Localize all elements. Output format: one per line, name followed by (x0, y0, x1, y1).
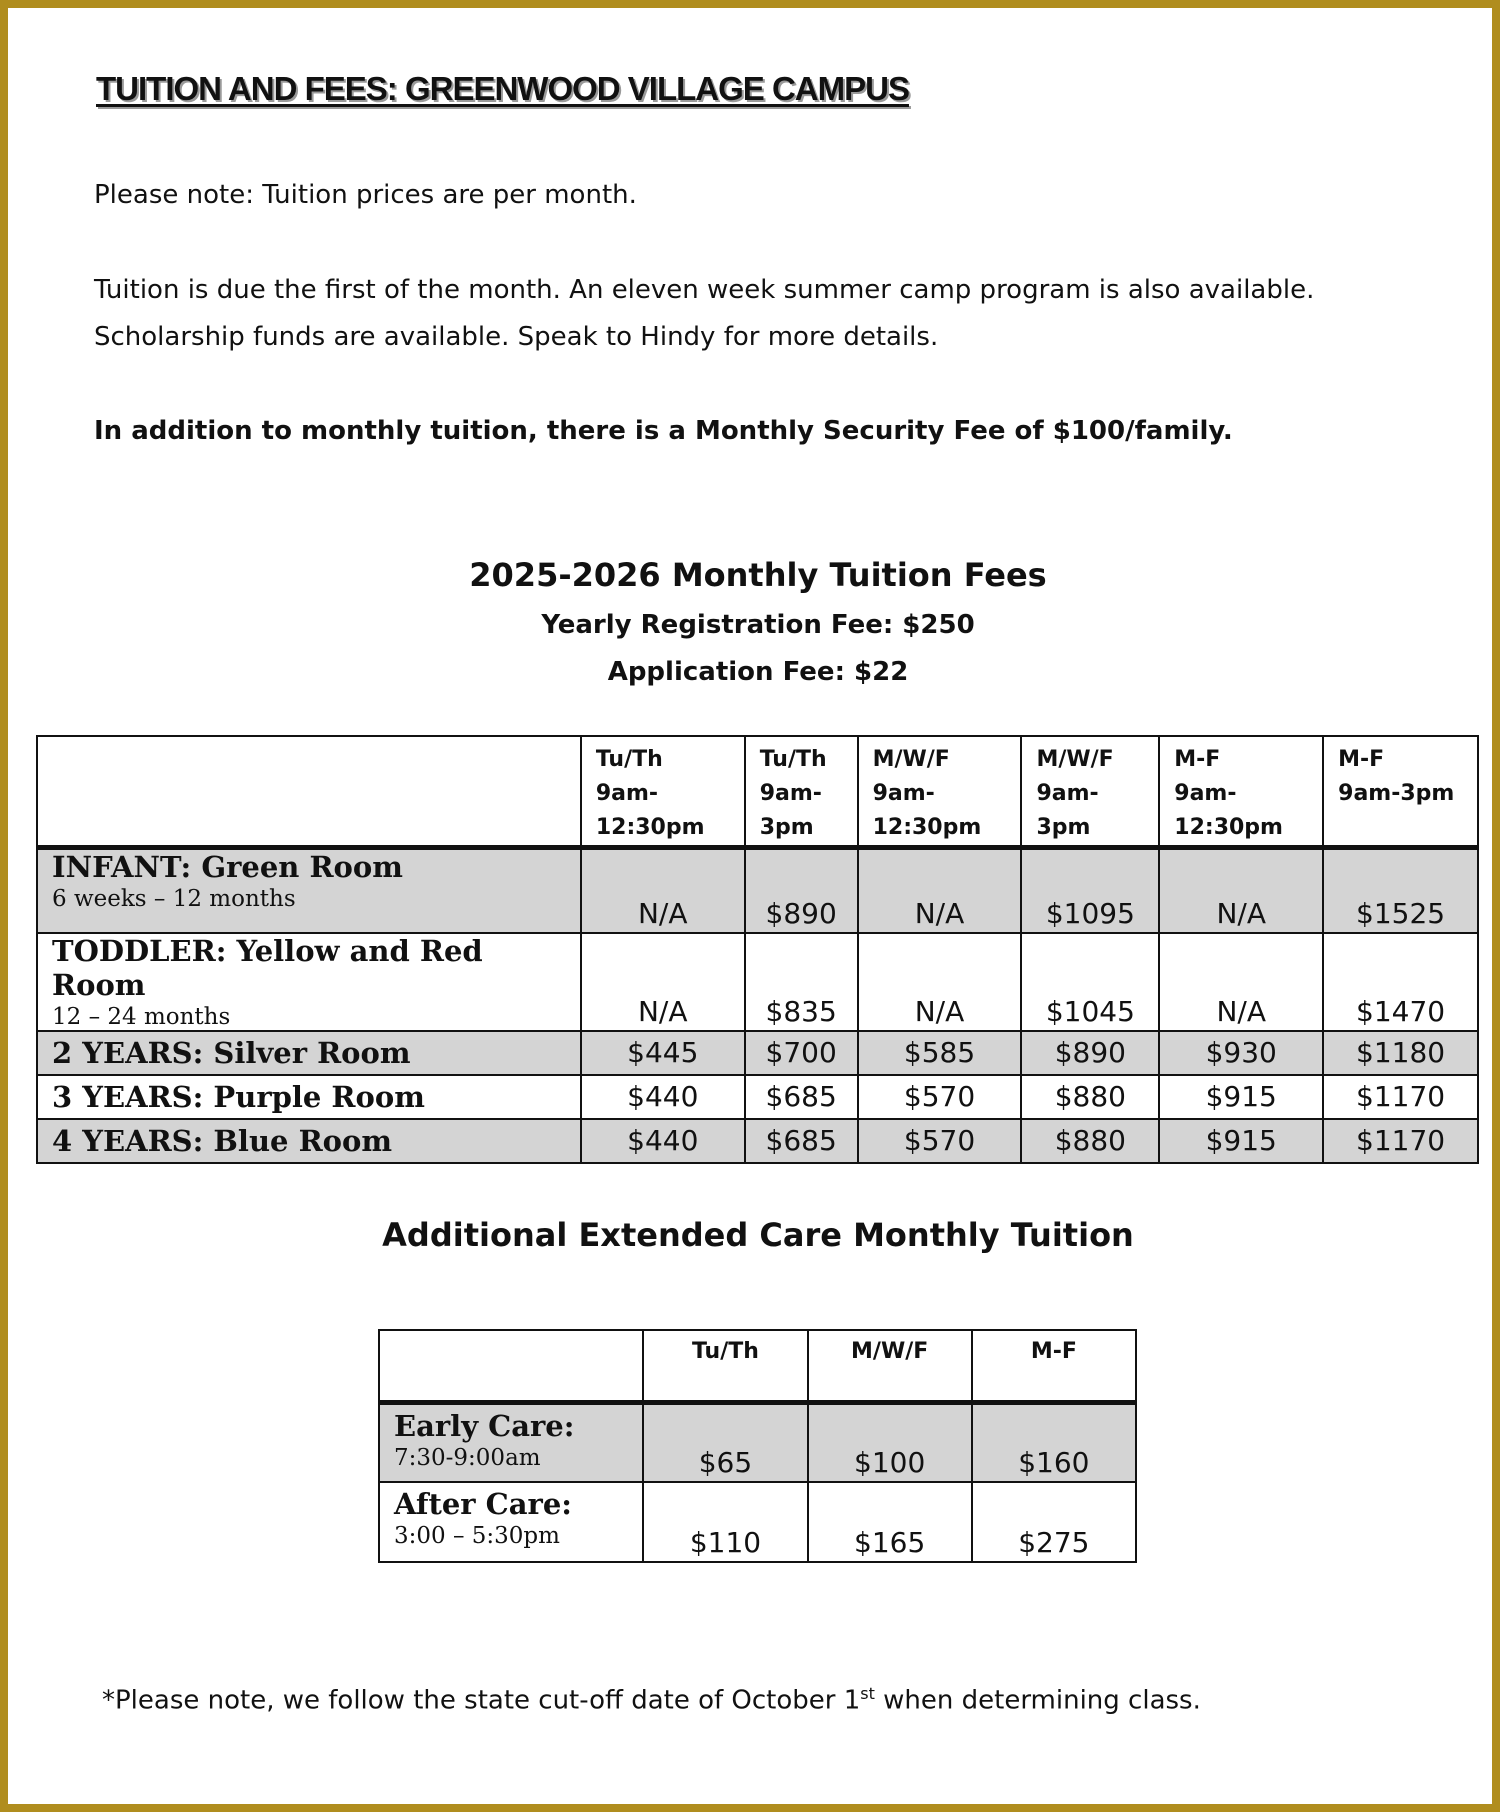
extended-care-table (378, 1329, 1137, 1563)
table-row (37, 1031, 1478, 1075)
table-cell: $880 (1021, 1075, 1159, 1119)
column-header: Tu/Th 9am- 3pm (745, 736, 858, 848)
page-title: TUITION AND FEES: GREENWOOD VILLAGE CAMPUS (96, 70, 909, 107)
registration-fee: Yearly Registration Fee: $250 (541, 610, 975, 640)
tuition-fees-heading: 2025-2026 Monthly Tuition Fees (469, 556, 1047, 594)
scholarship-text: Scholarship funds are available. Speak to Hindy for more details. (94, 322, 939, 352)
security-fee-note: In addition to monthly tuition, there is a Monthly Security Fee of $100/family. (94, 416, 1233, 446)
table-cell: $1095 (1021, 848, 1159, 934)
table-cell: $1180 (1323, 1031, 1478, 1075)
table-cell: $890 (1021, 1031, 1159, 1075)
tuition-due-paragraph (94, 267, 1434, 361)
column-header: M-F 9am- 12:30pm (1159, 736, 1323, 848)
row-label: 2 YEARS: Silver Room (37, 1031, 581, 1075)
header-empty-cell (379, 1330, 643, 1402)
column-header: M/W/F (808, 1330, 972, 1402)
table-header-row (379, 1330, 1136, 1402)
table-cell: $160 (972, 1402, 1136, 1482)
column-header: M-F 9am-3pm (1323, 736, 1478, 848)
table-cell: $440 (581, 1075, 745, 1119)
table-cell: $890 (745, 848, 858, 934)
table-row (379, 1482, 1136, 1562)
header-empty-cell (37, 736, 581, 848)
table-header-row (37, 736, 1478, 848)
table-cell: $1525 (1323, 848, 1478, 934)
row-label: After Care: 3:00 – 5:30pm (379, 1482, 643, 1562)
table-cell: $570 (858, 1075, 1022, 1119)
table-cell: $880 (1021, 1119, 1159, 1163)
table-row (37, 848, 1478, 934)
table-cell: N/A (1159, 848, 1323, 934)
tuition-due-text: Tuition is due the first of the month. An eleven week summer camp program is also available. (94, 275, 1315, 305)
column-header: Tu/Th 9am- 12:30pm (581, 736, 745, 848)
table-cell: N/A (858, 933, 1022, 1031)
table-cell: $915 (1159, 1075, 1323, 1119)
table-row (37, 933, 1478, 1031)
table-cell: $110 (643, 1482, 807, 1562)
table-cell: N/A (858, 848, 1022, 934)
table-cell: $445 (581, 1031, 745, 1075)
column-header: M/W/F 9am- 12:30pm (858, 736, 1022, 848)
table-cell: $1045 (1021, 933, 1159, 1031)
table-cell: $440 (581, 1119, 745, 1163)
table-cell: N/A (1159, 933, 1323, 1031)
extended-care-heading: Additional Extended Care Monthly Tuition (382, 1216, 1134, 1254)
table-cell: $585 (858, 1031, 1022, 1075)
table-cell: $700 (745, 1031, 858, 1075)
table-cell: $685 (745, 1075, 858, 1119)
table-row (37, 1075, 1478, 1119)
column-header: Tu/Th (643, 1330, 807, 1402)
table-cell: $1170 (1323, 1075, 1478, 1119)
table-cell: $100 (808, 1402, 972, 1482)
cutoff-footnote: *Please note, we follow the state cut-off date of October 1st when determining class. (102, 1684, 1201, 1716)
table-cell: $570 (858, 1119, 1022, 1163)
column-header: M-F (972, 1330, 1136, 1402)
row-label: Early Care: 7:30-9:00am (379, 1402, 643, 1482)
table-cell: $275 (972, 1482, 1136, 1562)
table-row (37, 1119, 1478, 1163)
table-cell: N/A (581, 848, 745, 934)
table-row (379, 1402, 1136, 1482)
tuition-note: Please note: Tuition prices are per month. (94, 180, 637, 210)
row-label: INFANT: Green Room 6 weeks – 12 months (37, 848, 581, 934)
table-cell: $1470 (1323, 933, 1478, 1031)
monthly-tuition-table (36, 735, 1479, 1164)
column-header: M/W/F 9am- 3pm (1021, 736, 1159, 848)
table-cell: $165 (808, 1482, 972, 1562)
table-cell: N/A (581, 933, 745, 1031)
table-cell: $685 (745, 1119, 858, 1163)
table-cell: $915 (1159, 1119, 1323, 1163)
table-cell: $835 (745, 933, 858, 1031)
row-label: 4 YEARS: Blue Room (37, 1119, 581, 1163)
table-cell: $930 (1159, 1031, 1323, 1075)
application-fee: Application Fee: $22 (607, 657, 909, 687)
row-label: TODDLER: Yellow and Red Room 12 – 24 months (37, 933, 581, 1031)
table-cell: $65 (643, 1402, 807, 1482)
row-label: 3 YEARS: Purple Room (37, 1075, 581, 1119)
table-cell: $1170 (1323, 1119, 1478, 1163)
